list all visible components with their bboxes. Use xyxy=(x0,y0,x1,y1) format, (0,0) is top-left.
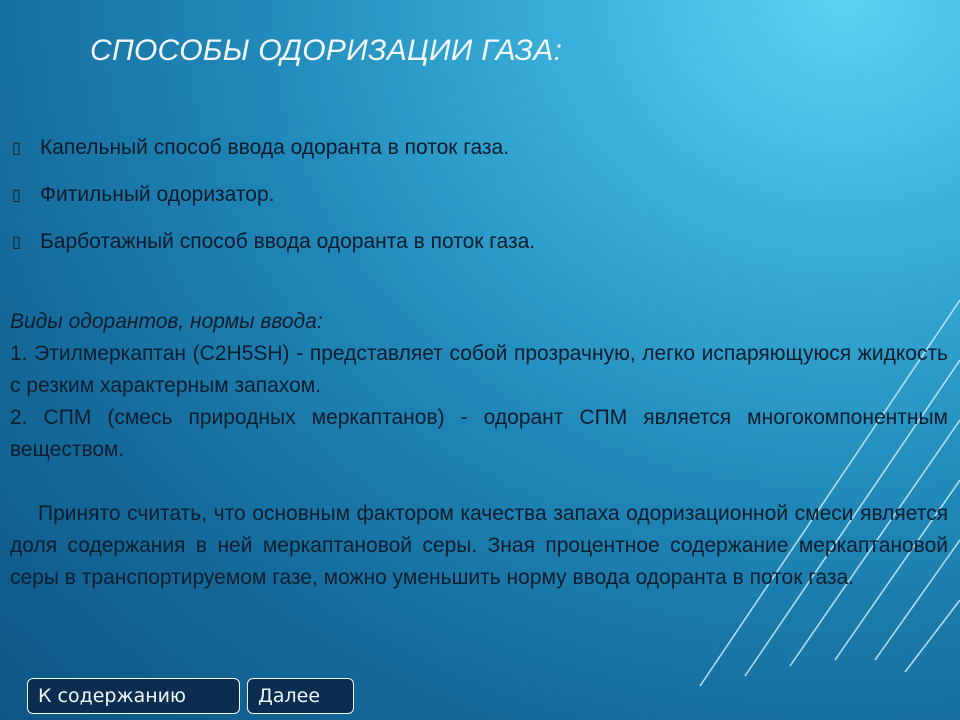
square-bullet-icon: ▯ xyxy=(12,139,21,157)
slide-title: СПОСОБЫ ОДОРИЗАЦИИ ГАЗА: xyxy=(90,34,563,67)
next-button[interactable]: Далее xyxy=(247,678,354,714)
paragraph-quality: Принято считать, что основным фактором качества запаха одоризационной смеси является доля содержания в ней меркаптановой серы. Зная процентное содержание меркаптановой серы в транспортируемом газе, можно уменьшить норму ввода одоранта в поток газа. xyxy=(10,502,948,589)
list-item-text: Фитильный одоризатор. xyxy=(40,182,275,206)
list-item xyxy=(12,218,912,265)
body-text xyxy=(10,306,948,594)
square-bullet-icon: ▯ xyxy=(12,186,21,204)
subheading: Виды одорантов, нормы ввода: xyxy=(10,310,323,333)
paragraph-spm: 2. СПМ (смесь природных меркаптанов) - одорант СПМ является многокомпонентным веществом. xyxy=(10,406,948,461)
list-item xyxy=(12,124,912,171)
list-item xyxy=(12,171,912,218)
methods-list xyxy=(12,124,912,265)
spacer xyxy=(10,466,948,498)
paragraph-ethylmercaptan: 1. Этилмеркаптан (C2H5SH) - представляет собой прозрачную, легко испаряющуюся жидкость с резким характерным запахом. xyxy=(10,342,948,397)
square-bullet-icon: ▯ xyxy=(12,233,21,251)
list-item-text: Барботажный способ ввода одоранта в поток газа. xyxy=(40,229,536,253)
contents-button[interactable]: К содержанию xyxy=(27,678,240,714)
list-item-text: Капельный способ ввода одоранта в поток газа. xyxy=(40,135,510,159)
